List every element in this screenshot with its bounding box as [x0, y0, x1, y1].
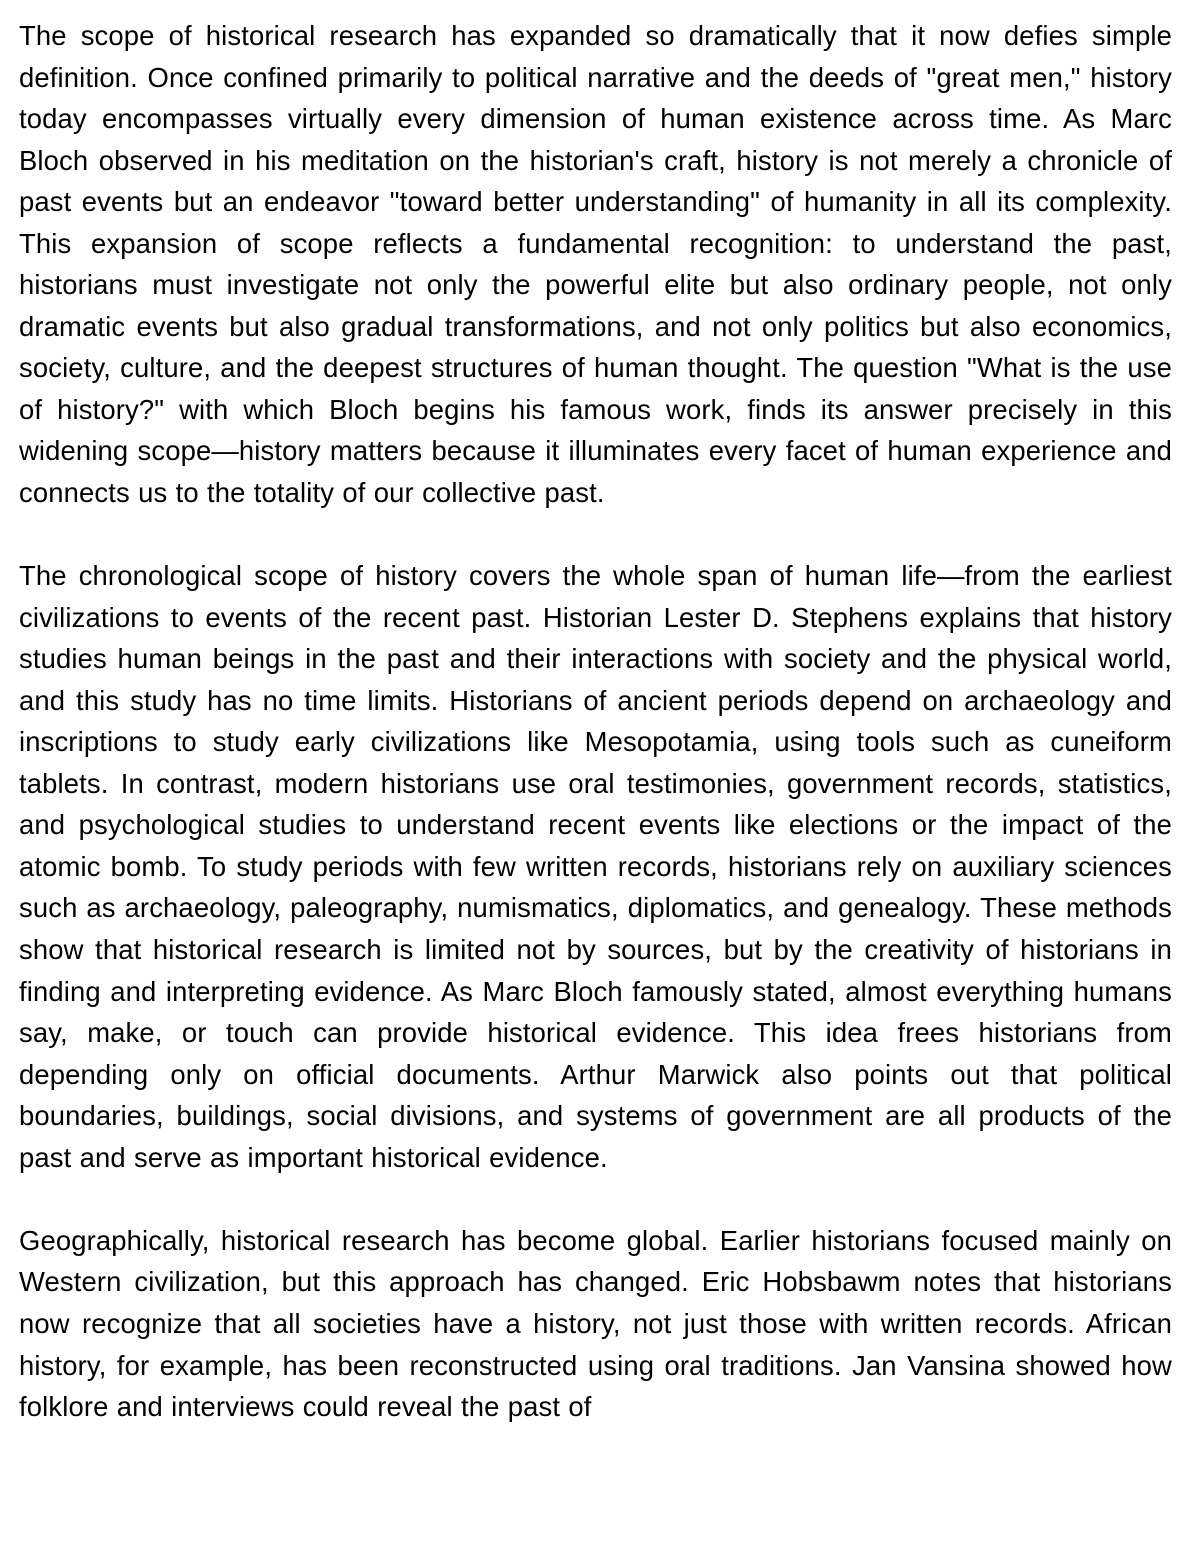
paragraph-scope-definition: The scope of historical research has expanded so dramatically that it now defies simple definition. Once confined primarily to political narrative and the deeds of "great men," history today encompasses virtually every dimension of human existence across time. As Marc Bloch observed in his meditation on the historian's craft, history is not merely a chronicle of past events but an endeavor "toward better understanding" of humanity in all its complexity. This expansion of scope reflects a fundamental recognition: to understand the past, historians must investigate not only the powerful elite but also ordinary people, not only dramatic events but also gradual transformations, and not only politics but also economics, society, culture, and the deepest structures of human thought. The question "What is the use of history?" with which Bloch begins his famous work, finds its answer precisely in this widening scope—history matters because it illuminates every facet of human experience and connects us to the totality of our collective past. — [19, 20, 1172, 509]
paragraph-geographic-scope: Geographically, historical research has become global. Earlier historians focused mainly on Western civilization, but this approach has changed. Eric Hobsbawm notes that historians now recognize that all societies have a history, not just those with written records. African history, for example, has been reconstructed using oral traditions. Jan Vansina showed how folklore and interviews could reveal the past of — [19, 1224, 1172, 1423]
paragraph-chronological-scope: The chronological scope of history covers the whole span of human life—from the earliest civilizations to events of the recent past. Historian Lester D. Stephens explains that history studies human beings in the past and their interactions with society and the physical world, and this study has no time limits. Historians of ancient periods depend on archaeology and inscriptions to study early civilizations like Mesopotamia, using tools such as cuneiform tablets. In contrast, modern historians use oral testimonies, government records, statistics, and psychological studies to understand recent events like elections or the impact of the atomic bomb. To study periods with few written records, historians rely on auxiliary sciences such as archaeology, paleography, numismatics, diplomatics, and genealogy. These methods show that historical research is limited not by sources, but by the creativity of historians in finding and interpreting evidence. As Marc Bloch famously stated, almost everything humans say, make, or touch can provide historical evidence. This idea frees historians from depending only on official documents. Arthur Marwick also points out that political boundaries, buildings, social divisions, and systems of government are all products of the past and serve as important historical evidence. — [19, 560, 1172, 1173]
document-page — [19, 15, 1172, 1469]
